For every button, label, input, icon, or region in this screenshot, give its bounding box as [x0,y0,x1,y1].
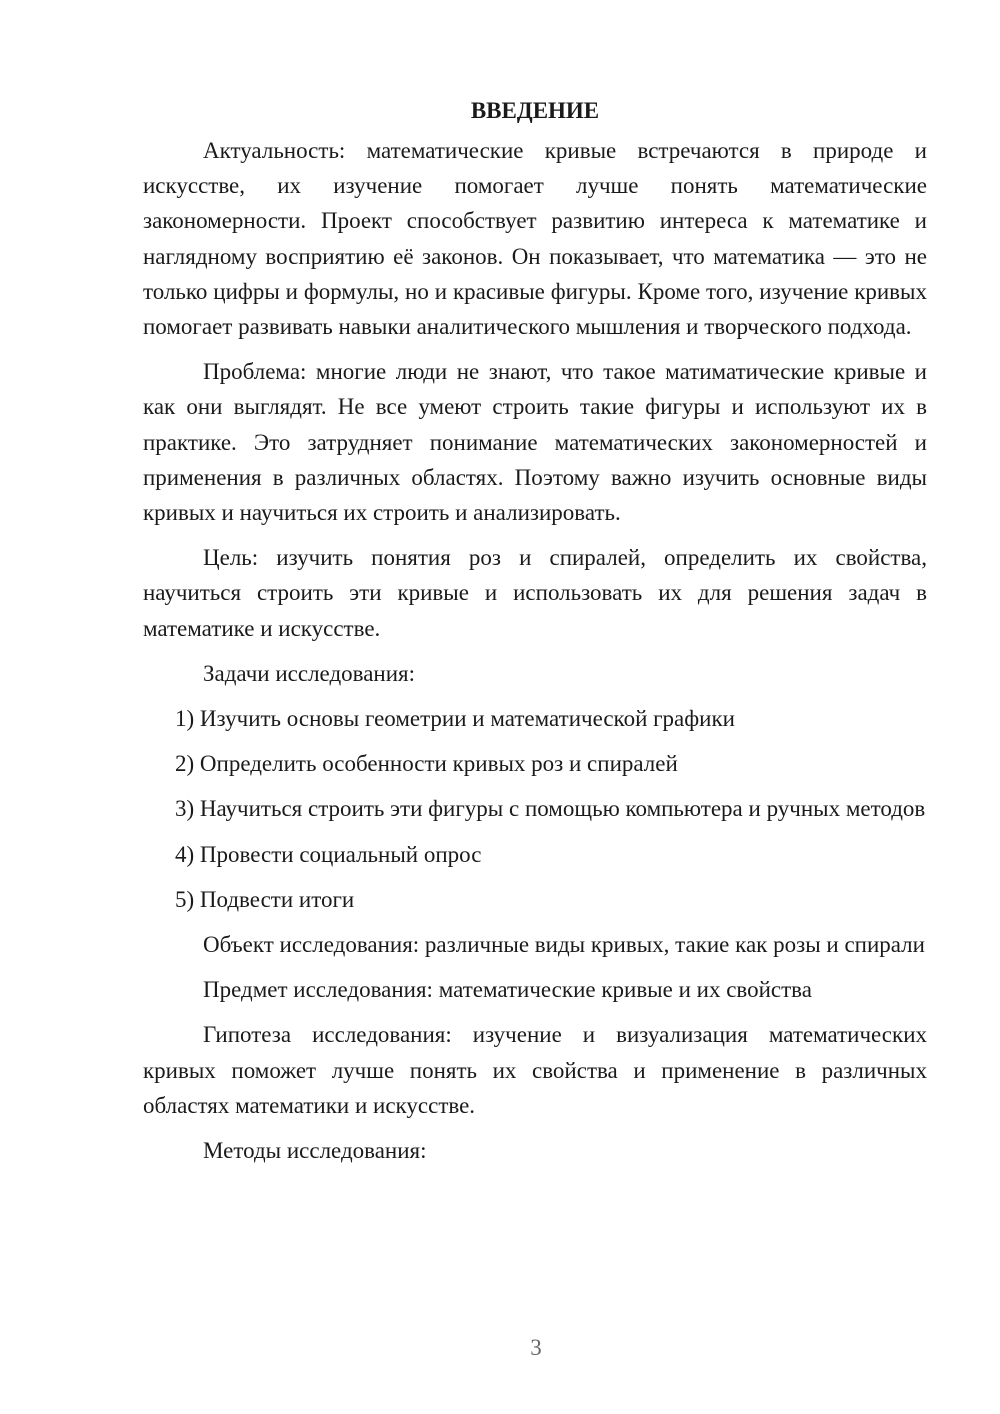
tasks-heading: Задачи исследования: [203,660,416,686]
methods-heading: Методы исследования: [203,1138,427,1164]
object-paragraph: Объект исследования: различные виды кривых, такие как розы и спирали [203,932,925,958]
task-item: 1) Изучить основы геометрии и математической графики [175,706,735,732]
relevance-paragraph: Актуальность: математические кривые встречаются в природе и искусстве, их изучение помогает лучше понять математические закономерности. Проект способствует развитию интереса к математике и наглядному восприятию её законов. Он показывает, что математика — это не только цифры и формулы, но и красивые фигуры. Кроме того, изучение кривых помогает развивать навыки аналитического мышления и творческого подхода. [143,138,927,340]
page-number: 3 [530,1335,542,1360]
task-item: 4) Провести социальный опрос [175,841,482,867]
goal-paragraph: Цель: изучить понятия роз и спиралей, определить их свойства, научиться строить эти кривые и использовать их для решения задач в математике и искусстве. [143,545,927,641]
task-item: 5) Подвести итоги [175,886,355,912]
problem-paragraph: Проблема: многие люди не знают, что такое матиматические кривые и как они выглядят. Не все умеют строить такие фигуры и используют их в практике. Это затрудняет понимание математических закономерностей и применения в различных областях. Поэтому важно изучить основные виды кривых и научиться их строить и анализировать. [143,359,927,526]
section-title: ВВЕДЕНИЕ [470,98,600,123]
task-item: 2) Определить особенности кривых роз и спиралей [175,751,678,777]
document-page [143,93,927,1178]
subject-paragraph: Предмет исследования: математические кривые и их свойства [203,977,812,1003]
hypothesis-paragraph: Гипотеза исследования: изучение и визуализация математических кривых поможет лучше понять их свойства и применение в различных областях математики и искусстве. [143,1022,927,1118]
tasks-list [143,701,927,917]
task-item: 3) Научиться строить эти фигуры с помощью компьютера и ручных методов [175,796,926,822]
